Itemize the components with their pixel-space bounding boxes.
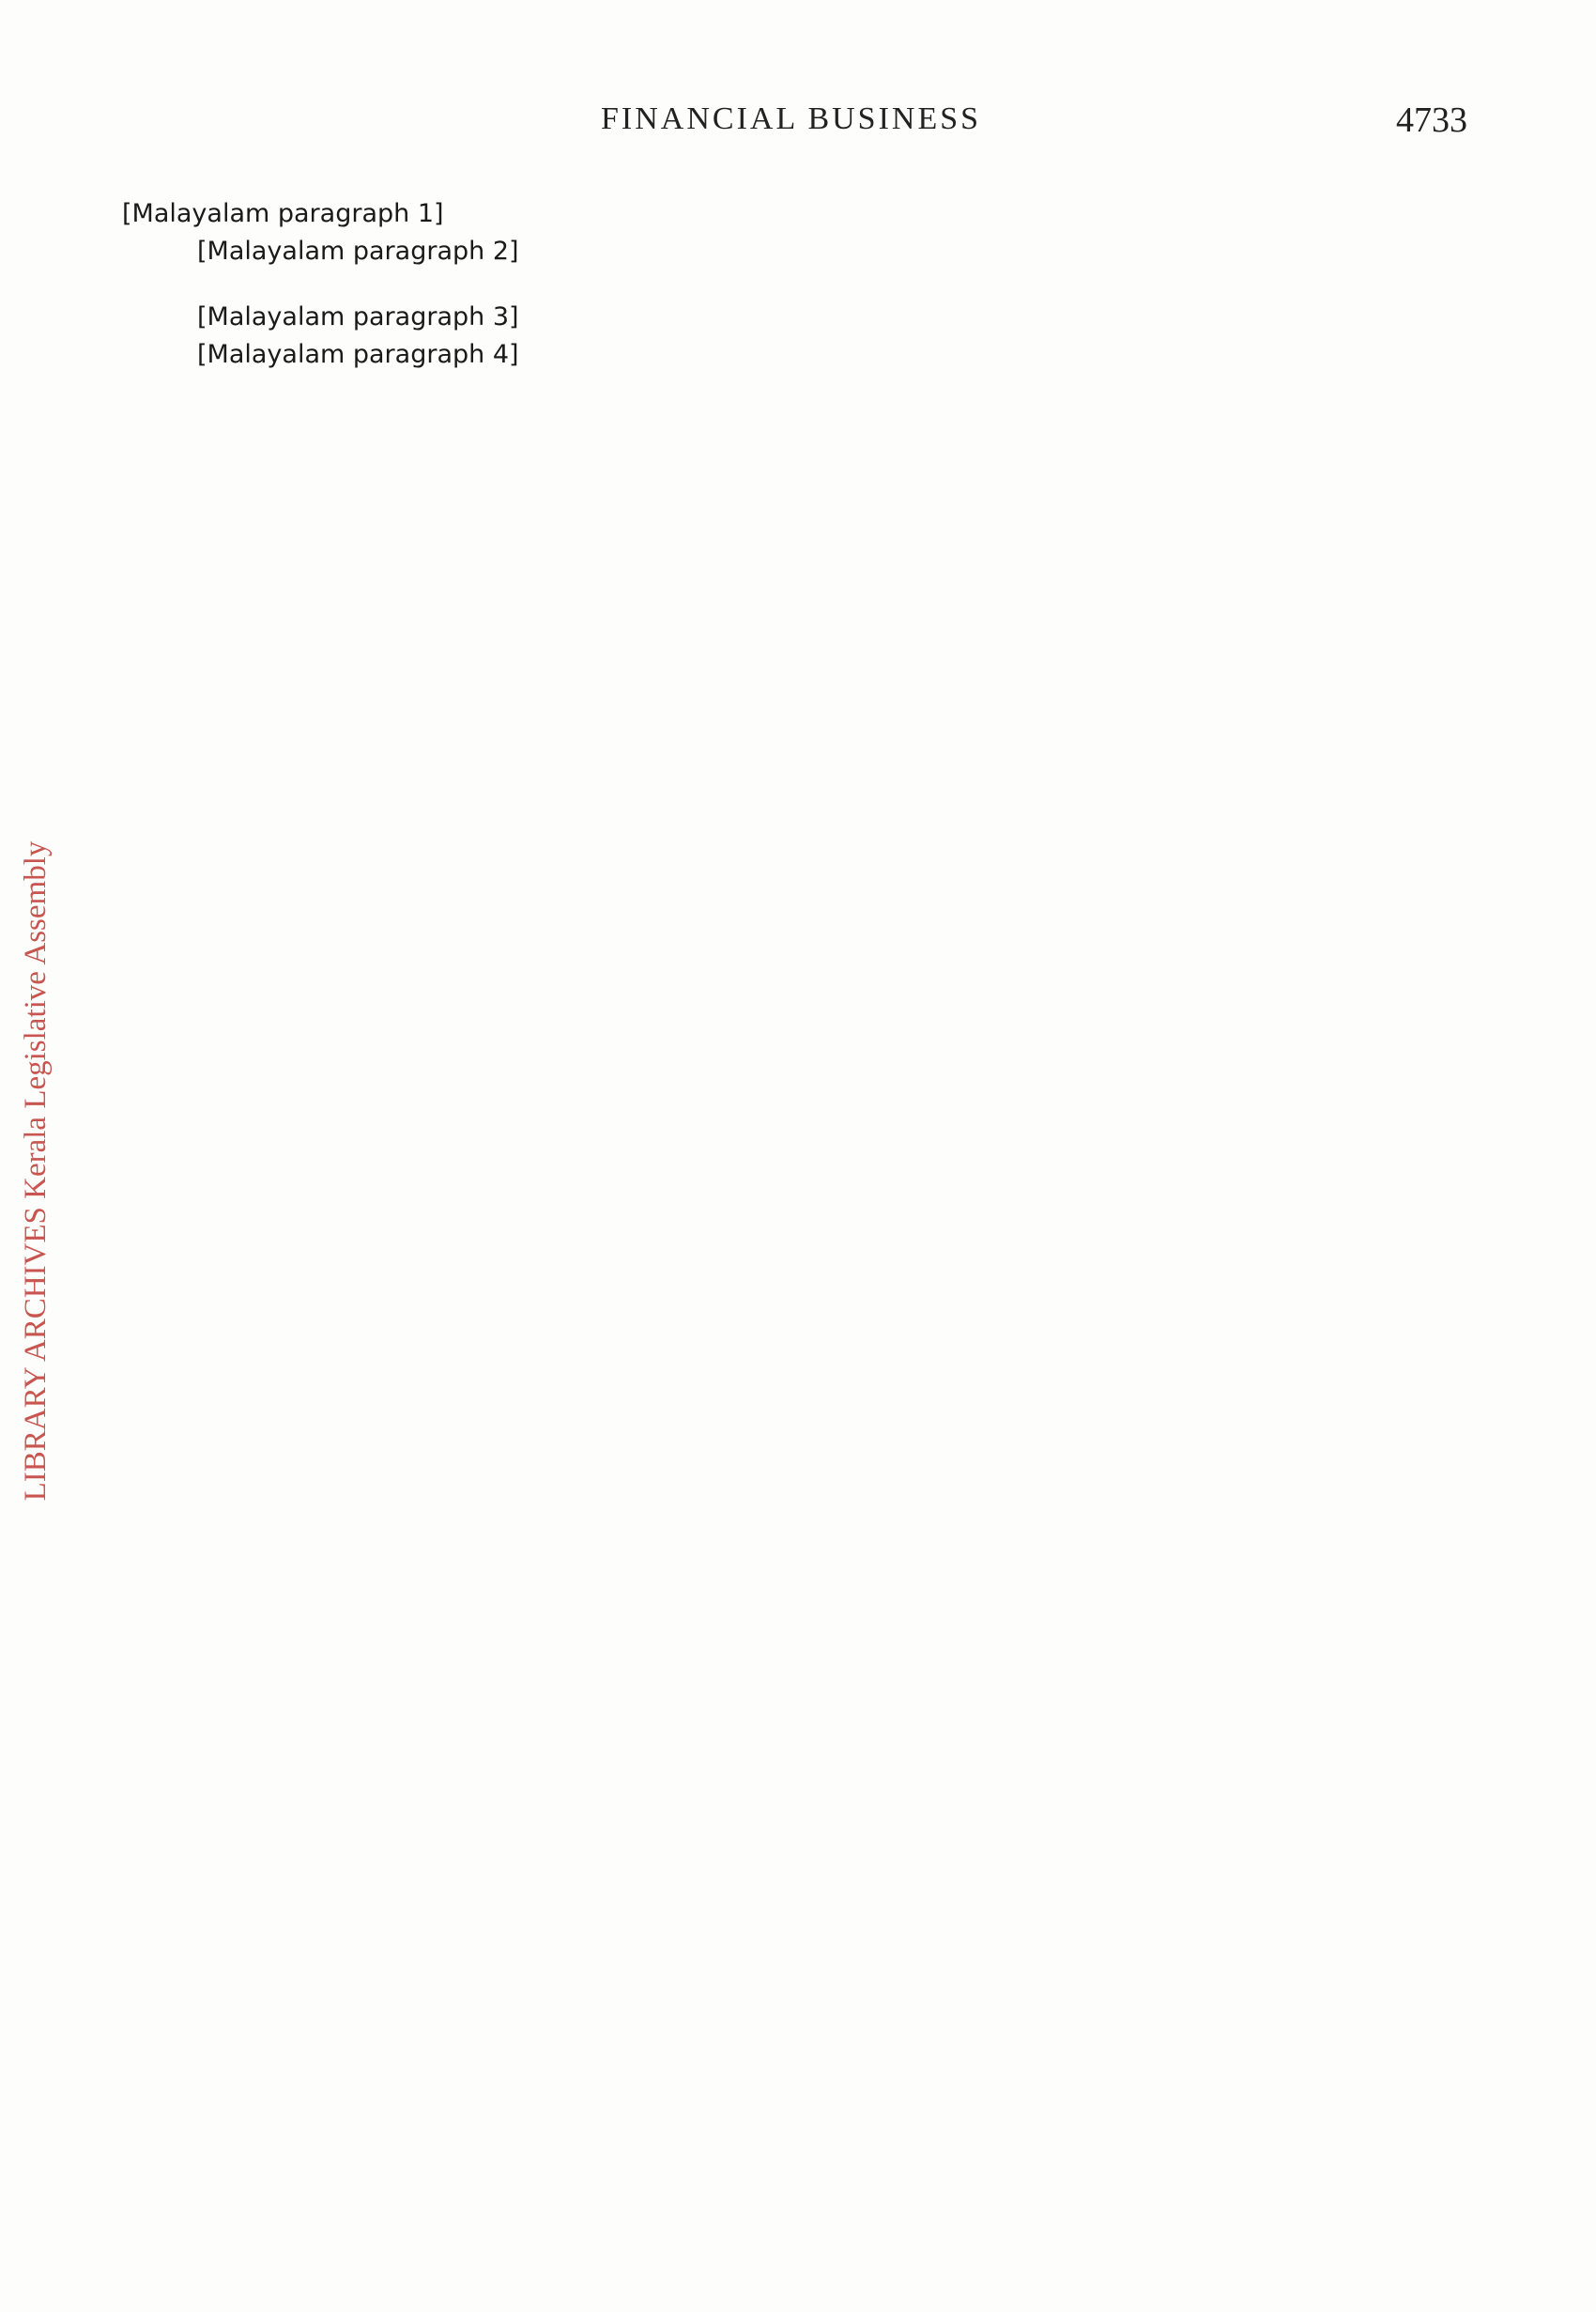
paragraph: [Malayalam paragraph 4] xyxy=(197,340,519,369)
body-text xyxy=(122,195,1483,374)
page-number: 4733 xyxy=(1396,100,1467,140)
archive-watermark: LIBRARY ARCHIVES Kerala Legislative Assembly xyxy=(19,840,53,1502)
running-title: FINANCIAL BUSINESS xyxy=(601,101,982,136)
paragraph: [Malayalam paragraph 3] xyxy=(197,302,519,331)
paragraph: [Malayalam paragraph 1] xyxy=(122,199,444,228)
paragraph: [Malayalam paragraph 2] xyxy=(197,237,519,266)
